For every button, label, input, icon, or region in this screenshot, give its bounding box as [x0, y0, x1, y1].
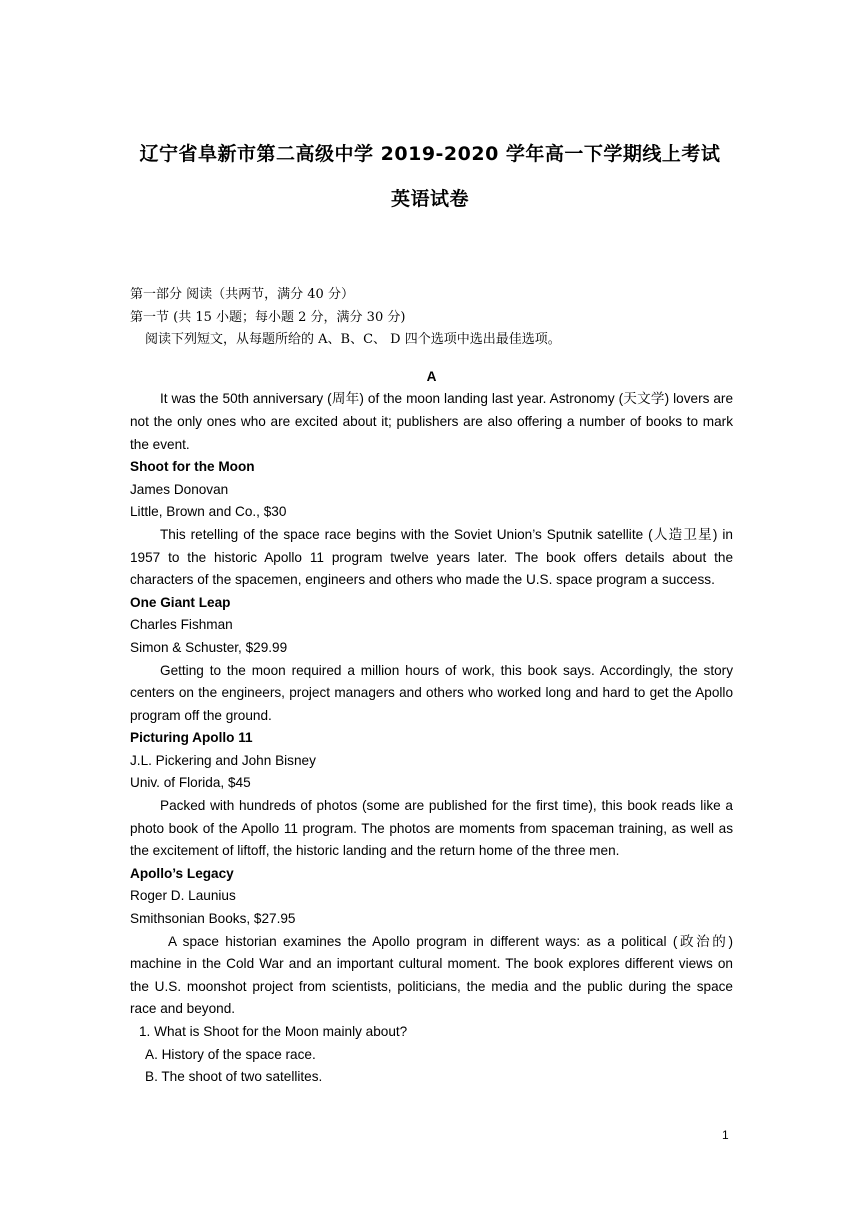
- book-publisher: Little, Brown and Co., $30: [130, 504, 287, 520]
- exam-content: [130, 284, 733, 1089]
- book-description: Packed with hundreds of photos (some are published for the first time), this book reads like a photo book of the Apollo 11 program. The photos are moments from spaceman training, as well as the excitement of liftoff, the historic landing and the return home of the three men.: [130, 798, 733, 859]
- book-title: Apollo’s Legacy: [130, 865, 234, 881]
- section-heading: 第一节 (共 15 小题；每小题 2 分，满分 30 分): [130, 309, 406, 325]
- book-author: Roger D. Launius: [130, 888, 236, 904]
- directions-text: 阅读下列短文，从每题所给的 A、B、C、 D 四个选项中选出最佳选项。: [145, 332, 561, 348]
- book-title: Shoot for the Moon: [130, 459, 255, 475]
- book-publisher: Simon & Schuster, $29.99: [130, 639, 288, 655]
- question-option: A. History of the space race.: [145, 1046, 316, 1062]
- book-description: A space historian examines the Apollo program in different ways: as a political (政治的) machine in the Cold War and an important cultural moment. The book explores different views on the U.S. moonshot project from scientists, politicians, the media and the public during the space race and beyond.: [130, 933, 733, 1017]
- passage-label: A: [426, 368, 437, 384]
- book-description: Getting to the moon required a million hours of work, this book says. Accordingly, the story centers on the engineers, project managers and others who worked long and hard to get the Apollo program off the ground.: [130, 662, 733, 723]
- book-title: Picturing Apollo 11: [130, 730, 253, 746]
- book-title: One Giant Leap: [130, 594, 231, 610]
- page-number: 1: [722, 1128, 729, 1142]
- book-author: Charles Fishman: [130, 617, 233, 633]
- passage-intro: It was the 50th anniversary (周年) of the moon landing last year. Astronomy (天文学) lovers are not the only ones who are excited about it; publishers are also offering a number of books to mark the event.: [130, 391, 733, 452]
- exam-title: 辽宁省阜新市第二高级中学 2019-2020 学年高一下学期线上考试: [139, 143, 721, 165]
- exam-subtitle: 英语试卷: [390, 188, 469, 210]
- question-option: B. The shoot of two satellites.: [145, 1069, 323, 1085]
- book-publisher: Smithsonian Books, $27.95: [130, 911, 296, 927]
- question-stem: 1. What is Shoot for the Moon mainly about?: [139, 1024, 408, 1039]
- book-description: This retelling of the space race begins with the Soviet Union’s Sputnik satellite (人造卫星) in 1957 to the historic Apollo 11 program twelve years later. The book offers details about the characters of the spacemen, engineers and others who made the U.S. space program a success.: [130, 526, 733, 588]
- book-author: J.L. Pickering and John Bisney: [130, 752, 316, 768]
- book-author: James Donovan: [130, 481, 229, 497]
- part-heading: 第一部分 阅读（共两节，满分 40 分）: [130, 287, 354, 302]
- book-publisher: Univ. of Florida, $45: [130, 775, 251, 791]
